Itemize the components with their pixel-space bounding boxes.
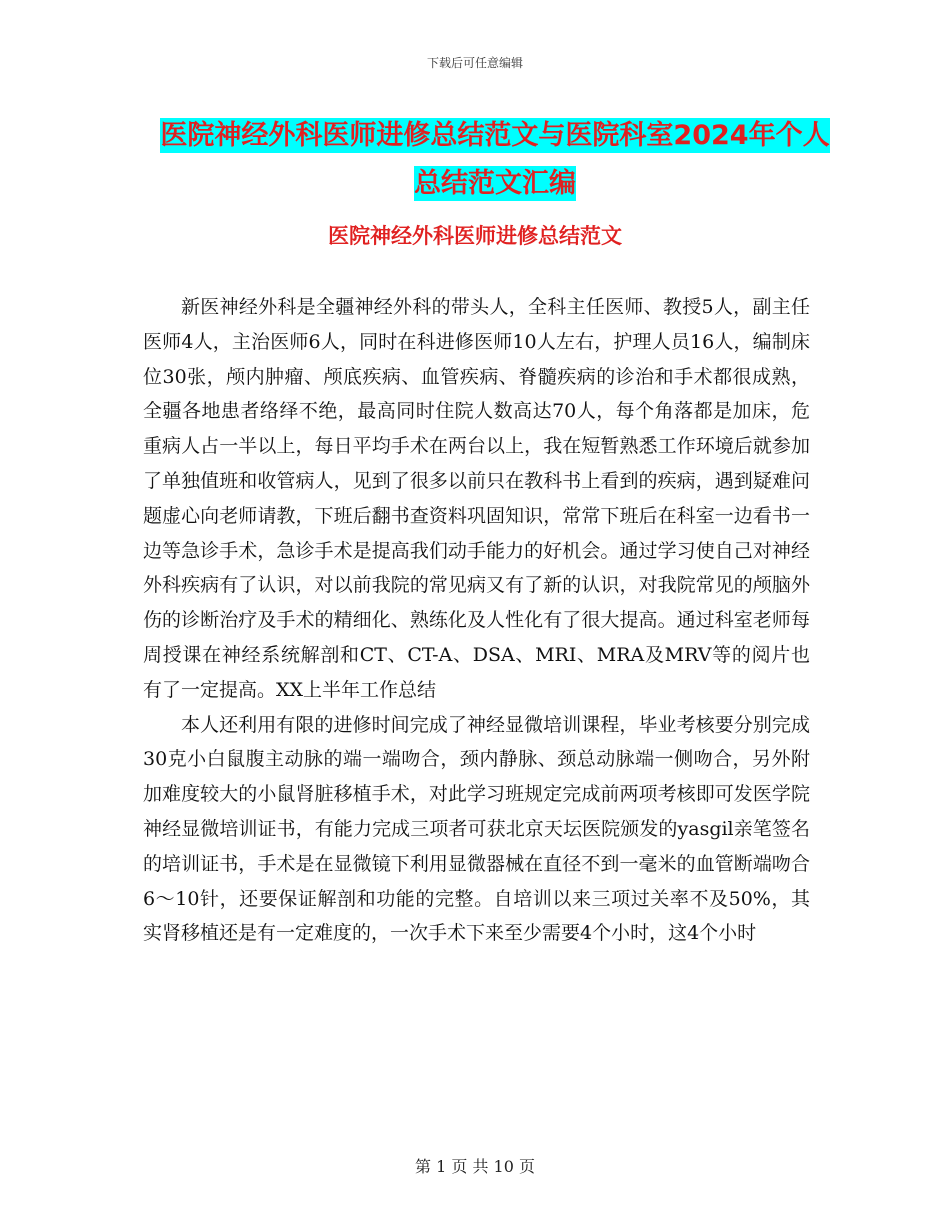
header-note: 下载后可任意编辑 [426, 56, 523, 70]
body-paragraph: 新医神经外科是全疆神经外科的带头人，全科主任医师、教授5人，副主任医师4人，主治医师6人，同时在科进修医师10人左右，护理人员16人，编制床位30张，颅内肿瘤、颅底疾病、血管疾病、脊髓疾病的诊治和手术都很成熟，全疆各地患者络绎不绝，最高同时住院人数高达70人，每个角落都是加床，危重病人占一半以上，每日平均手术在两台以上，我在短暂熟悉工作环境后就参加了单独值班和收管病人，见到了很多以前只在教科书上看到的疾病，遇到疑难问题虚心向老师请教，下班后翻书查资料巩固知识，常常下班后在科室一边看书一边等急诊手术，急诊手术是提高我们动手能力的好机会。通过学习使自己对神经外科疾病有了认识，对以前我院的常见病又有了新的认识，对我院常见的颅脑外伤的诊断治疗及手术的精细化、熟练化及人性化有了很大提高。通过科室老师每周授课在神经系统解剖和CT、CT-A、DSA、MRI、MRA及MRV等的阅片也有了一定提高。XX上半年工作总结 [143, 296, 810, 701]
section-title: 医院神经外科医师进修总结范文 [328, 224, 622, 248]
document-body [143, 290, 810, 951]
document-title [150, 112, 840, 208]
document-title-text: 医院神经外科医师进修总结范文与医院科室2024年个人总结范文汇编 [160, 120, 830, 199]
body-paragraph: 本人还利用有限的进修时间完成了神经显微培训课程，毕业考核要分别完成30克小白鼠腹主动脉的端一端吻合，颈内静脉、颈总动脉端一侧吻合，另外附加难度较大的小鼠肾脏移植手术，对此学习班规定完成前两项考核即可发医学院神经显微培训证书，有能力完成三项者可获北京天坛医院颁发的yasgil亲笔签名的培训证书，手术是在显微镜下利用显微器械在直径不到一毫米的血管断端吻合6～10针，还要保证解剖和功能的完整。自培训以来三项过关率不及50%，其实肾移植还是有一定难度的，一次手术下来至少需要4个小时，这4个小时 [143, 713, 810, 945]
page-indicator: 第 1 页 共 10 页 [415, 1157, 535, 1176]
